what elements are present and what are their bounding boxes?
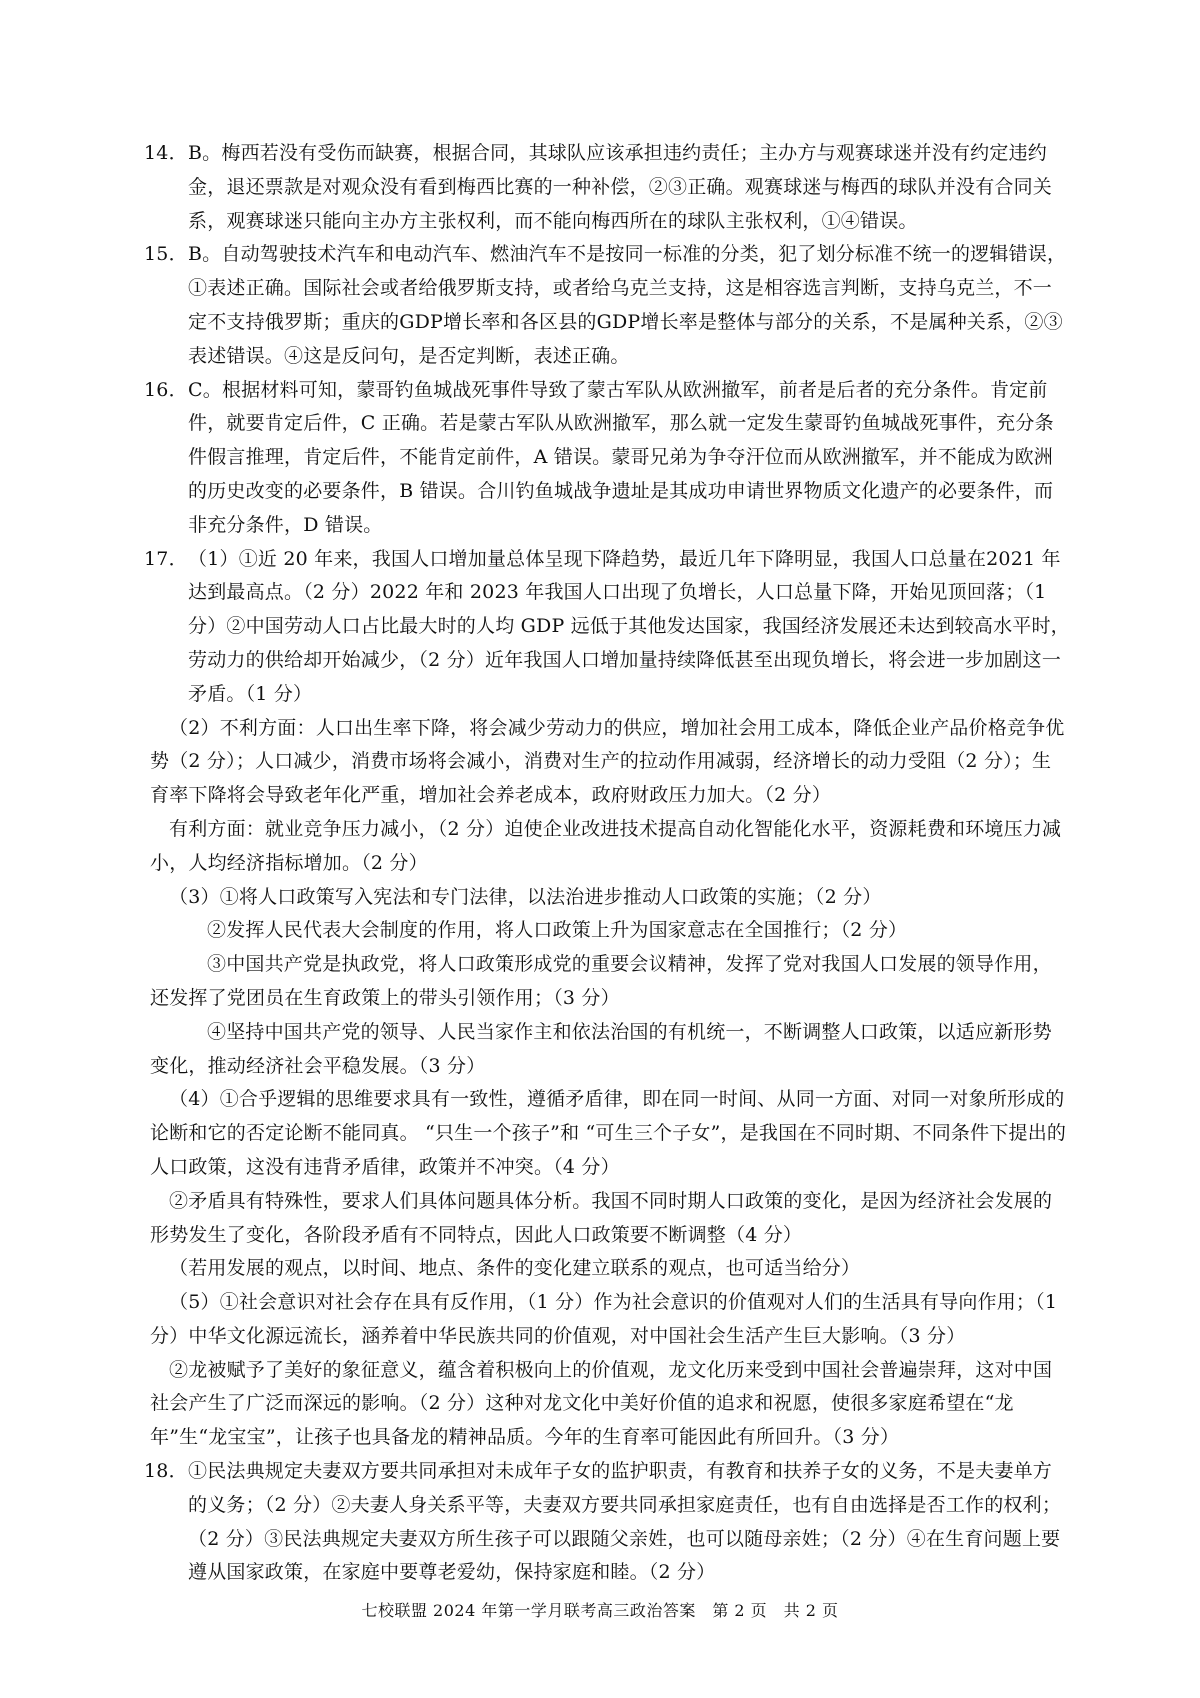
answer-17-part-1: （1）①近 20 年来，我国人口增加量总体呈现下降趋势，最近几年下降明显，我国人口总量在2021 年达到最高点。（2 分）2022 年和 2023 年我国人口出现了负增长，人口总量下降，开始见顶回落；（1 分）②中国劳动人口占比最大时的人均 GDP 远低于其他发达国家，我国经济发展还未达到较高水平时，劳动力的供给却开始减少，（2 分）近年我国人口增加量持续降低甚至出现负增长，将会进一步加剧这一矛盾。（1 分）: [188, 547, 1070, 705]
answer-17: [144, 543, 1070, 712]
answer-text: ①民法典规定夫妻双方要共同承担对未成年子女的监护职责，有教育和扶养子女的义务，不是夫妻单方的义务；（2 分）②夫妻人身关系平等，夫妻双方要共同承担家庭责任，也有自由选择是否工作的权利；（2 分）③民法典规定夫妻双方所生孩子可以跟随父亲姓，也可以随母亲姓；（2 分）④在生育问题上要遵从国家政策，在家庭中要尊老爱幼，保持家庭和睦。（2 分）: [188, 1460, 1062, 1584]
answer-17-part-3-point-1: （3）①将人口政策写入宪法和专门法律，以法治进步推动人口政策的实施；（2 分）: [169, 885, 882, 908]
question-number: 18．: [144, 1460, 188, 1483]
answer-16: [144, 374, 1070, 543]
answer-17-part-4-note: （若用发展的观点，以时间、地点、条件的变化建立联系的观点，也可适当给分）: [169, 1257, 861, 1280]
page-footer: 七校联盟 2024 年第一学月联考高三政治答案 第 2 页 共 2 页: [361, 1601, 839, 1620]
answer-content: [144, 137, 1070, 1590]
answer-17-part-2-disadvantages: （2）不利方面：人口出生率下降，将会减少劳动力的供应，增加社会用工成本，降低企业产品价格竞争优势（2 分）；人口减少，消费市场将会减小，消费对生产的拉动作用减弱，经济增长的动力受阻（2 分）；生育率下降将会导致老年化严重，增加社会养老成本，政府财政压力加大。（2 分）: [150, 716, 1065, 807]
question-number: 17．: [144, 547, 188, 570]
answer-text: C。根据材料可知，蒙哥钓鱼城战死事件导致了蒙古军队从欧洲撤军，前者是后者的充分条件。肯定前件，就要肯定后件，C 正确。若是蒙古军队从欧洲撤军，那么就一定发生蒙哥钓鱼城战死事件，充分条件假言推理，肯定后件，不能肯定前件，A 错误。蒙哥兄弟为争夺汗位而从欧洲撤军，并不能成为欧洲的历史改变的必要条件，B 错误。合川钓鱼城战争遗址是其成功申请世界物质文化遗产的必要条件，而非充分条件，D 错误。: [188, 378, 1054, 536]
question-number: 14．: [144, 142, 188, 164]
answer-15: [144, 238, 1070, 373]
answer-17-part-3-point-3: ③中国共产党是执政党，将人口政策形成党的重要会议精神，发挥了党对我国人口发展的领导作用，还发挥了党团员在生育政策上的带头引领作用；（3 分）: [150, 953, 1052, 1009]
answer-14: [144, 137, 1070, 238]
answer-17-part-3-point-4: ④坚持中国共产党的领导、人民当家作主和依法治国的有机统一，不断调整人口政策，以适应新形势变化，推动经济社会平稳发展。（3 分）: [150, 1020, 1052, 1077]
answer-text: B。自动驾驶技术汽车和电动汽车、燃油汽车不是按同一标准的分类，犯了划分标准不统一的逻辑错误，①表述正确。国际社会或者给俄罗斯支持，或者给乌克兰支持，这是相容选言判断，支持乌克兰，不一定不支持俄罗斯；重庆的GDP增长率和各区县的GDP增长率是整体与部分的关系，不是属种关系，②③表述错误。④这是反问句，是否定判断，表述正确。: [188, 243, 1067, 367]
question-number: 16．: [144, 378, 188, 401]
question-number: 15．: [144, 243, 188, 266]
answer-text: B。梅西若没有受伤而缺赛，根据合同，其球队应该承担违约责任；主办方与观赛球迷并没有约定违约金，退还票款是对观众没有看到梅西比赛的一种补偿，②③正确。观赛球迷与梅西的球队并没有合同关系，观赛球迷只能向主办方主张权利，而不能向梅西所在的球队主张权利，①④错误。: [188, 142, 1053, 232]
answer-17-part-3-point-2: ②发挥人民代表大会制度的作用，将人口政策上升为国家意志在全国推行；（2 分）: [207, 919, 908, 942]
answer-17-part-5-point-2: ②龙被赋予了美好的象征意义，蕴含着积极向上的价值观，龙文化历来受到中国社会普遍崇拜，这对中国社会产生了广泛而深远的影响。（2 分）这种对龙文化中美好价值的追求和祝愿，使很多家庭希望在“龙年”生“龙宝宝”，让孩子也具备龙的精神品质。今年的生育率可能因此有所回升。（3 分）: [150, 1358, 1053, 1449]
answer-17-part-5-point-1: （5）①社会意识对社会存在具有反作用，（1 分）作为社会意识的价值观对人们的生活具有导向作用；（1 分）中华文化源远流长，涵养着中华民族共同的价值观，对中国社会生活产生巨大影响。（3 分）: [150, 1291, 1058, 1347]
answer-17-part-2-advantages: 有利方面：就业竞争压力减小，（2 分）迫使企业改进技术提高自动化智能化水平，资源耗费和环境压力减小，人均经济指标增加。（2 分）: [150, 817, 1062, 874]
answer-18: [144, 1455, 1070, 1590]
answer-17-part-4-point-2: ②矛盾具有特殊性，要求人们具体问题具体分析。我国不同时期人口政策的变化，是因为经济社会发展的形势发生了变化，各阶段矛盾有不同特点，因此人口政策要不断调整（4 分）: [150, 1189, 1053, 1246]
answer-17-part-4-point-1: （4）①合乎逻辑的思维要求具有一致性，遵循矛盾律，即在同一时间、从同一方面、对同一对象所形成的论断和它的否定论断不能同真。 “只生一个孩子”和 “可生三个子女”，是我国在不同时期、不同条件下提出的人口政策，这没有违背矛盾律，政策并不冲突。（4 分）: [150, 1088, 1067, 1178]
